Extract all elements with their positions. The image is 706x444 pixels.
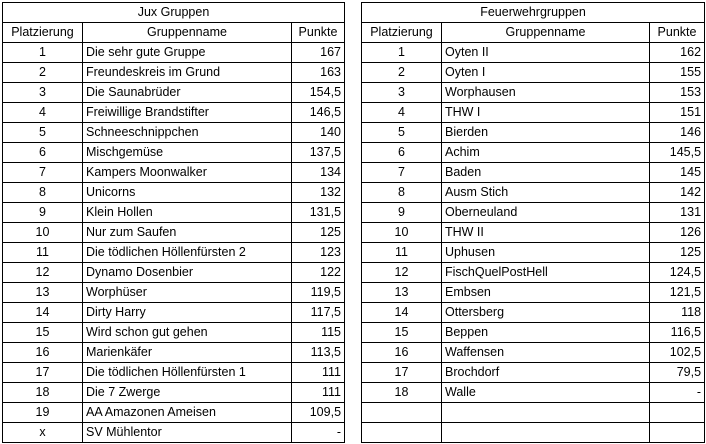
rank-cell: 5 bbox=[362, 123, 442, 143]
points-cell: 131,5 bbox=[292, 203, 345, 223]
points-cell: 113,5 bbox=[292, 343, 345, 363]
table-row bbox=[3, 423, 345, 443]
group-name-cell: Mischgemüse bbox=[83, 143, 292, 163]
table-row bbox=[362, 263, 705, 283]
group-name-cell: THW II bbox=[442, 223, 650, 243]
points-cell: 123 bbox=[292, 243, 345, 263]
points-cell: 102,5 bbox=[650, 343, 705, 363]
table-row bbox=[362, 143, 705, 163]
table-row bbox=[3, 323, 345, 343]
rank-cell: 1 bbox=[362, 43, 442, 63]
points-cell: 153 bbox=[650, 83, 705, 103]
points-cell: 145 bbox=[650, 163, 705, 183]
points-cell: 131 bbox=[650, 203, 705, 223]
group-name-cell: Waffensen bbox=[442, 343, 650, 363]
points-cell: 154,5 bbox=[292, 83, 345, 103]
points-cell: 167 bbox=[292, 43, 345, 63]
group-name-cell: Die tödlichen Höllenfürsten 1 bbox=[83, 363, 292, 383]
group-name-cell: Oyten I bbox=[442, 63, 650, 83]
table-row bbox=[362, 83, 705, 103]
table-row bbox=[3, 363, 345, 383]
rank-cell: 17 bbox=[362, 363, 442, 383]
table-row bbox=[362, 63, 705, 83]
rank-cell: 8 bbox=[3, 183, 83, 203]
rank-cell: 10 bbox=[3, 223, 83, 243]
points-cell bbox=[650, 403, 705, 423]
rank-cell bbox=[362, 403, 442, 423]
points-cell: 121,5 bbox=[650, 283, 705, 303]
table-row bbox=[3, 183, 345, 203]
col-header-punkte: Punkte bbox=[650, 23, 705, 43]
points-cell: 109,5 bbox=[292, 403, 345, 423]
group-name-cell: Brochdorf bbox=[442, 363, 650, 383]
group-name-cell: Achim bbox=[442, 143, 650, 163]
table-row bbox=[362, 103, 705, 123]
table-row bbox=[3, 383, 345, 403]
header-row bbox=[3, 23, 345, 43]
col-header-platzierung: Platzierung bbox=[3, 23, 83, 43]
col-header-punkte: Punkte bbox=[292, 23, 345, 43]
points-cell: 126 bbox=[650, 223, 705, 243]
header-row bbox=[362, 23, 705, 43]
table-row bbox=[3, 223, 345, 243]
points-cell: 79,5 bbox=[650, 363, 705, 383]
points-cell: 163 bbox=[292, 63, 345, 83]
col-header-gruppenname: Gruppenname bbox=[83, 23, 292, 43]
rank-cell: 9 bbox=[362, 203, 442, 223]
rank-cell: 13 bbox=[3, 283, 83, 303]
points-cell: - bbox=[292, 423, 345, 443]
rank-cell: 19 bbox=[3, 403, 83, 423]
rank-cell: 8 bbox=[362, 183, 442, 203]
points-cell: 125 bbox=[650, 243, 705, 263]
table-row bbox=[362, 423, 705, 443]
table-row bbox=[3, 83, 345, 103]
group-name-cell: SV Mühlentor bbox=[83, 423, 292, 443]
points-cell: 145,5 bbox=[650, 143, 705, 163]
points-cell: 116,5 bbox=[650, 323, 705, 343]
table-row bbox=[3, 103, 345, 123]
table-row bbox=[3, 63, 345, 83]
group-name-cell: Baden bbox=[442, 163, 650, 183]
table-row bbox=[362, 283, 705, 303]
group-name-cell: Die tödlichen Höllenfürsten 2 bbox=[83, 243, 292, 263]
rank-cell: 7 bbox=[362, 163, 442, 183]
table-title-row bbox=[3, 3, 345, 23]
group-name-cell: Die sehr gute Gruppe bbox=[83, 43, 292, 63]
points-cell: 118 bbox=[650, 303, 705, 323]
feuerwehrgruppen-table bbox=[361, 2, 705, 443]
group-name-cell: AA Amazonen Ameisen bbox=[83, 403, 292, 423]
table-title-row bbox=[362, 3, 705, 23]
group-name-cell: Bierden bbox=[442, 123, 650, 143]
points-cell: 119,5 bbox=[292, 283, 345, 303]
table-row bbox=[362, 343, 705, 363]
points-cell: 115 bbox=[292, 323, 345, 343]
points-cell: 134 bbox=[292, 163, 345, 183]
group-name-cell bbox=[442, 423, 650, 443]
col-header-platzierung: Platzierung bbox=[362, 23, 442, 43]
group-name-cell: Dirty Harry bbox=[83, 303, 292, 323]
rank-cell: 10 bbox=[362, 223, 442, 243]
rank-cell: 13 bbox=[362, 283, 442, 303]
group-name-cell: Embsen bbox=[442, 283, 650, 303]
group-name-cell: Ausm Stich bbox=[442, 183, 650, 203]
points-cell: - bbox=[650, 383, 705, 403]
table-title: Jux Gruppen bbox=[3, 3, 345, 23]
group-name-cell: Uphusen bbox=[442, 243, 650, 263]
table-row bbox=[362, 43, 705, 63]
points-cell: 146,5 bbox=[292, 103, 345, 123]
table-row bbox=[362, 243, 705, 263]
points-cell: 132 bbox=[292, 183, 345, 203]
table-row bbox=[3, 343, 345, 363]
rank-cell: 18 bbox=[3, 383, 83, 403]
group-name-cell: Dynamo Dosenbier bbox=[83, 263, 292, 283]
points-cell: 146 bbox=[650, 123, 705, 143]
group-name-cell: Die Saunabrüder bbox=[83, 83, 292, 103]
rank-cell: 12 bbox=[362, 263, 442, 283]
group-name-cell: Oberneuland bbox=[442, 203, 650, 223]
group-name-cell: Beppen bbox=[442, 323, 650, 343]
table-row bbox=[362, 383, 705, 403]
rank-cell: 2 bbox=[362, 63, 442, 83]
rank-cell: 14 bbox=[3, 303, 83, 323]
rank-cell: 2 bbox=[3, 63, 83, 83]
group-name-cell bbox=[442, 403, 650, 423]
col-header-gruppenname: Gruppenname bbox=[442, 23, 650, 43]
points-cell bbox=[650, 423, 705, 443]
points-cell: 162 bbox=[650, 43, 705, 63]
rank-cell: 16 bbox=[3, 343, 83, 363]
rank-cell: 15 bbox=[362, 323, 442, 343]
rank-cell: 9 bbox=[3, 203, 83, 223]
rank-cell: 1 bbox=[3, 43, 83, 63]
rank-cell: 11 bbox=[362, 243, 442, 263]
table-row bbox=[3, 403, 345, 423]
table-row bbox=[362, 403, 705, 423]
rank-cell: 17 bbox=[3, 363, 83, 383]
points-cell: 122 bbox=[292, 263, 345, 283]
rank-cell: 14 bbox=[362, 303, 442, 323]
group-name-cell: Worphüser bbox=[83, 283, 292, 303]
rank-cell: 6 bbox=[362, 143, 442, 163]
table-title: Feuerwehrgruppen bbox=[362, 3, 705, 23]
points-cell: 151 bbox=[650, 103, 705, 123]
table-row bbox=[3, 243, 345, 263]
table-row bbox=[362, 363, 705, 383]
rank-cell: 6 bbox=[3, 143, 83, 163]
group-name-cell: Kampers Moonwalker bbox=[83, 163, 292, 183]
points-cell: 140 bbox=[292, 123, 345, 143]
points-cell: 142 bbox=[650, 183, 705, 203]
group-name-cell: Wird schon gut gehen bbox=[83, 323, 292, 343]
rank-cell: 5 bbox=[3, 123, 83, 143]
rank-cell: 3 bbox=[3, 83, 83, 103]
table-row bbox=[362, 163, 705, 183]
rank-cell: 4 bbox=[3, 103, 83, 123]
points-cell: 155 bbox=[650, 63, 705, 83]
table-row bbox=[3, 263, 345, 283]
table-row bbox=[362, 223, 705, 243]
table-row bbox=[362, 323, 705, 343]
table-row bbox=[362, 123, 705, 143]
table-row bbox=[3, 143, 345, 163]
group-name-cell: Worphausen bbox=[442, 83, 650, 103]
table-row bbox=[362, 303, 705, 323]
group-name-cell: FischQuelPostHell bbox=[442, 263, 650, 283]
group-name-cell: Die 7 Zwerge bbox=[83, 383, 292, 403]
group-name-cell: Oyten II bbox=[442, 43, 650, 63]
table-row bbox=[3, 43, 345, 63]
group-name-cell: Walle bbox=[442, 383, 650, 403]
table-row bbox=[3, 303, 345, 323]
rank-cell: 4 bbox=[362, 103, 442, 123]
points-cell: 125 bbox=[292, 223, 345, 243]
table-row bbox=[3, 203, 345, 223]
group-name-cell: Ottersberg bbox=[442, 303, 650, 323]
rank-cell: 12 bbox=[3, 263, 83, 283]
rank-cell: 16 bbox=[362, 343, 442, 363]
points-cell: 137,5 bbox=[292, 143, 345, 163]
rank-cell: 18 bbox=[362, 383, 442, 403]
table-row bbox=[362, 183, 705, 203]
group-name-cell: Nur zum Saufen bbox=[83, 223, 292, 243]
rank-cell bbox=[362, 423, 442, 443]
table-row bbox=[362, 203, 705, 223]
points-cell: 111 bbox=[292, 363, 345, 383]
points-cell: 117,5 bbox=[292, 303, 345, 323]
group-name-cell: Freiwillige Brandstifter bbox=[83, 103, 292, 123]
group-name-cell: Freundeskreis im Grund bbox=[83, 63, 292, 83]
group-name-cell: Schneeschnippchen bbox=[83, 123, 292, 143]
rank-cell: 15 bbox=[3, 323, 83, 343]
table-row bbox=[3, 283, 345, 303]
table-row bbox=[3, 163, 345, 183]
rank-cell: 11 bbox=[3, 243, 83, 263]
table-row bbox=[3, 123, 345, 143]
points-cell: 111 bbox=[292, 383, 345, 403]
rank-cell: 7 bbox=[3, 163, 83, 183]
points-cell: 124,5 bbox=[650, 263, 705, 283]
jux-gruppen-table bbox=[2, 2, 345, 443]
group-name-cell: Marienkäfer bbox=[83, 343, 292, 363]
group-name-cell: THW I bbox=[442, 103, 650, 123]
rank-cell: x bbox=[3, 423, 83, 443]
group-name-cell: Unicorns bbox=[83, 183, 292, 203]
group-name-cell: Klein Hollen bbox=[83, 203, 292, 223]
rank-cell: 3 bbox=[362, 83, 442, 103]
